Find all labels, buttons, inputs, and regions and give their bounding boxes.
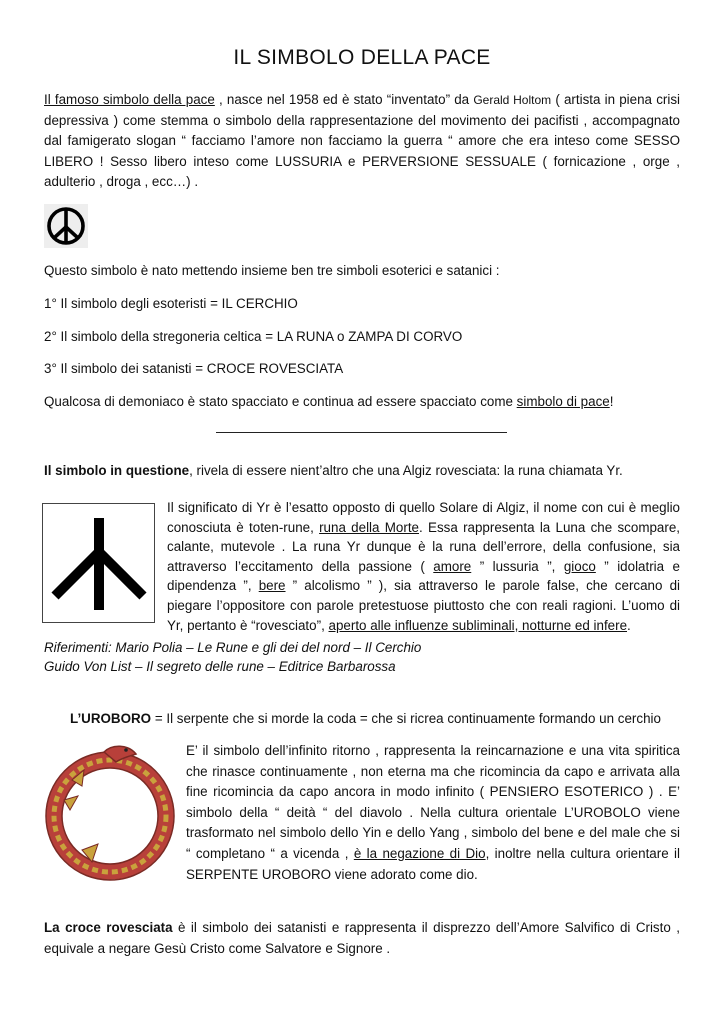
- yr-rune-icon: [43, 504, 154, 622]
- peace-symbol-link[interactable]: Il famoso simbolo della pace: [44, 92, 215, 107]
- uroboro-paragraph: E’ il simbolo dell’infinito ritorno , rappresenta la reincarnazione e una vita spiritica che rinasce continuamente , non eterna ma che ricomincia da capo e arrivata alla fine ricomincia da capo ancora in modo infinito ( PENSIERO ESOTERICO ) . E’ simbolo della “ deità “ del diavolo . Nella cultura orientale L’UROBOLO viene trasformato nel simbolo dello Yin e dello Yang , simbolo del bene e del male che si “ completano “ a vicenda , è la negazione di Dio, inoltre nella cultura orientare il SERPENTE UROBORO viene adorato come dio.: [186, 743, 680, 882]
- symbol-circle: 1° Il simbolo degli esoteristi = IL CERCHIO: [44, 296, 298, 311]
- uroboro-image: [42, 740, 180, 882]
- separator-line: [216, 432, 507, 433]
- demonic-statement: Qualcosa di demoniaco è stato spacciato e continua ad essere spacciato come simbolo di pace!: [44, 394, 614, 409]
- intro-paragraph: Il famoso simbolo della pace , nasce nel 1958 ed è stato “inventato” da Gerald Holtom ( artista in piena crisi depressiva ) come stemma o simbolo della rappresentazione del movimento dei pacifisti , accompagnato dal famigerato slogan “ facciamo l’amore non facciamo la guerra “ amore che era inteso come SESSO LIBERO ! Sesso libero inteso come LUSSURIA e PERVERSIONE SESSUALE ( fornicazione , orge , adulterio , droga , ecc…) .: [44, 92, 680, 190]
- peace-icon: [44, 204, 88, 248]
- uroboro-heading: L’UROBORO = Il serpente che si morde la coda = che si ricrea continuamente formando un cerchio: [70, 711, 661, 726]
- ouroboros-icon: [42, 740, 180, 882]
- symbol-cross: 3° Il simbolo dei satanisti = CROCE ROVESCIATA: [44, 361, 344, 376]
- yr-rune-image: [42, 503, 155, 623]
- author-name: Gerald Holtom: [473, 93, 552, 107]
- symbol-rune: 2° Il simbolo della stregoneria celtica = LA RUNA o ZAMPA DI CORVO: [44, 329, 463, 344]
- reference-2: Guido Von List – Il segreto delle rune – Editrice Barbarossa: [44, 659, 396, 674]
- symbols-intro: Questo simbolo è nato mettendo insieme ben tre simboli esoterici e satanici :: [44, 263, 500, 278]
- rune-lead: Il simbolo in questione, rivela di essere nient’altro che una Algiz rovesciata: la runa chiamata Yr.: [44, 463, 623, 478]
- reference-1: Riferimenti: Mario Polia – Le Rune e gli dei del nord – Il Cerchio: [44, 640, 422, 655]
- rune-paragraph: Il significato di Yr è l’esatto opposto di quello Solare di Algiz, il nome con cui è meglio conosciuta è toten-rune, runa della Morte. Essa rappresenta la Luna che scompare, calante, mutevole . La runa Yr dunque è la runa dell’errore, della confusione, sia attraverso l’eccitamento della passione ( amore ” lussuria ”, gioco ” idolatria e dipendenza ”, bere ” alcolismo ” ), sia attraverso le parole false, che cercano di piegare l’oppositore con parole pretestuose piuttosto che con reali ragioni. L’uomo di Yr, pertanto è “rovesciato”, aperto alle influenze subliminali, notturne ed infere.: [167, 500, 681, 633]
- peace-symbol-image: [44, 204, 88, 248]
- page-title: IL SIMBOLO DELLA PACE: [233, 46, 491, 69]
- croce-paragraph: La croce rovesciata è il simbolo dei satanisti e rappresenta il disprezzo dell’Amore Salvifico di Cristo , equivale a negare Gesù Cristo come Salvatore e Signore .: [44, 920, 680, 956]
